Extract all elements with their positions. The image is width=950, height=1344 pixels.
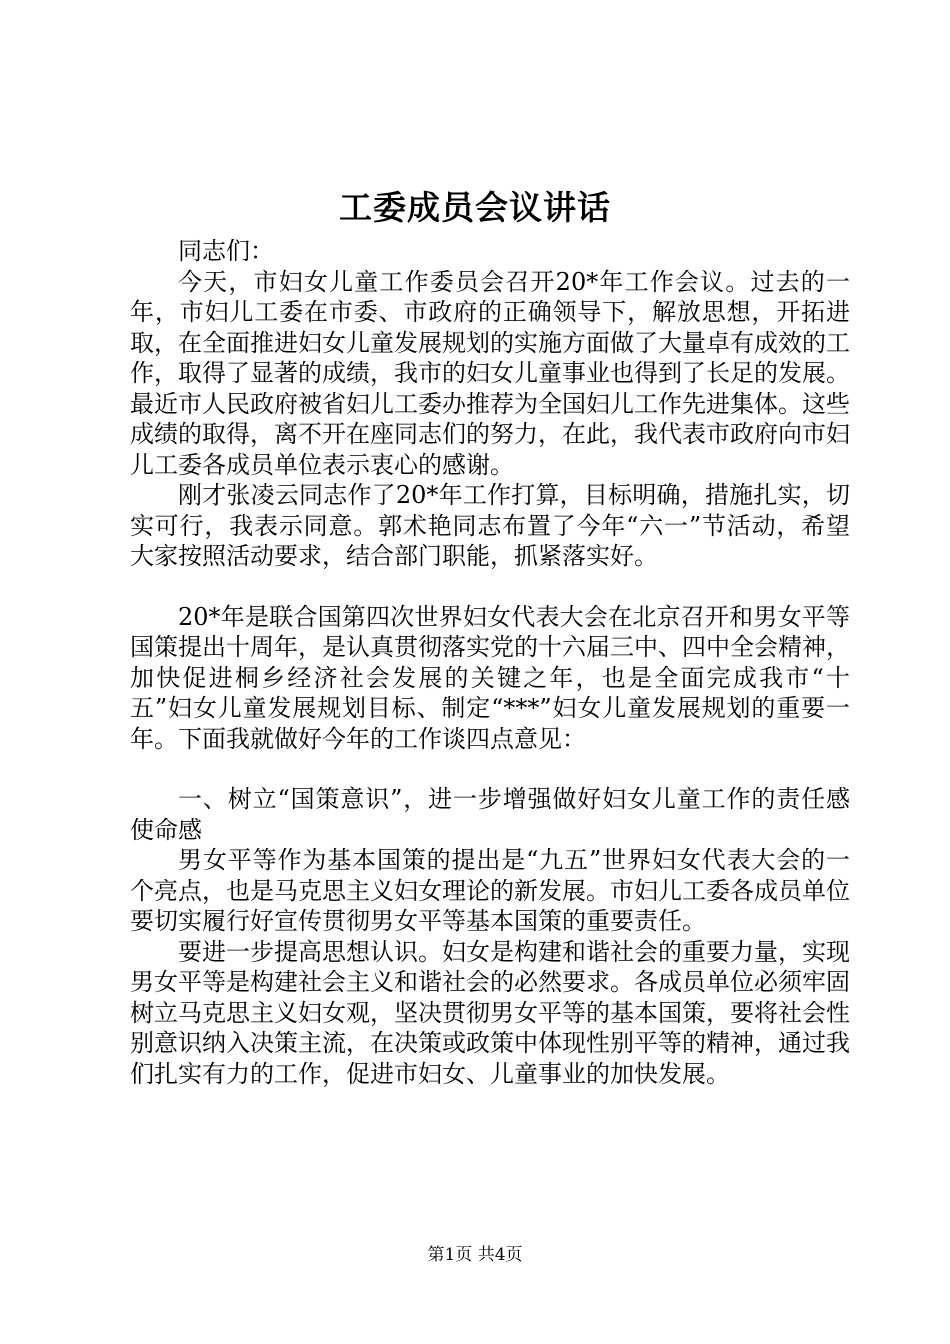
paragraph-opening: 今天，市妇女儿童工作委员会召开20*年工作会议。过去的一年，市妇儿工委在市委、市政府的正确领导下，解放思想，开拓进取，在全面推进妇女儿童发展规划的实施方面做了大量卓有成效的工作，取得了显著的成绩，我市的妇女儿童事业也得到了长足的发展。最近市人民政府被省妇儿工委办推荐为全国妇儿工作先进集体。这些成绩的取得，离不开在座同志们的努力，在此，我代表市政府向市妇儿工委各成员单位表示衷心的感谢。 (130, 267, 850, 479)
page-footer: 第1页 共4页 (427, 1245, 523, 1265)
paragraph-awareness: 要进一步提高思想认识。妇女是构建和谐社会的重要力量，实现男女平等是构建社会主义和谐社会的必然要求。各成员单位必须牢固树立马克思主义妇女观，坚决贯彻男女平等的基本国策，要将社会性别意识纳入决策主流，在决策或政策中体现性别平等的精神，通过我们扎实有力的工作，促进市妇女、儿童事业的加快发展。 (130, 937, 850, 1088)
paragraph-significance: 20*年是联合国第四次世界妇女代表大会在北京召开和男女平等国策提出十周年，是认真贯彻落实党的十六届三中、四中全会精神，加快促进桐乡经济社会发展的关键之年，也是全面完成我市“十五”妇女儿童发展规划目标、制定“***”妇女儿童发展规划的重要一年。下面我就做好今年的工作谈四点意见： (130, 602, 850, 753)
section-heading-one: 一、树立“国策意识”，进一步增强做好妇女儿童工作的责任感使命感 (130, 785, 850, 844)
document-body (130, 236, 850, 1089)
paragraph-work-plan: 刚才张凌云同志作了20*年工作打算，目标明确，措施扎实，切实可行，我表示同意。郭术艳同志布置了今年“六一”节活动，希望大家按照活动要求，结合部门职能，抓紧落实好。 (130, 481, 850, 570)
salutation: 同志们： (178, 237, 274, 265)
paragraph-basic-policy: 男女平等作为基本国策的提出是“九五”世界妇女代表大会的一个亮点，也是马克思主义妇女理论的新发展。市妇儿工委各成员单位要切实履行好宣传贯彻男女平等基本国策的重要责任。 (130, 846, 850, 935)
document-title: 工委成员会议讲话 (339, 188, 611, 227)
